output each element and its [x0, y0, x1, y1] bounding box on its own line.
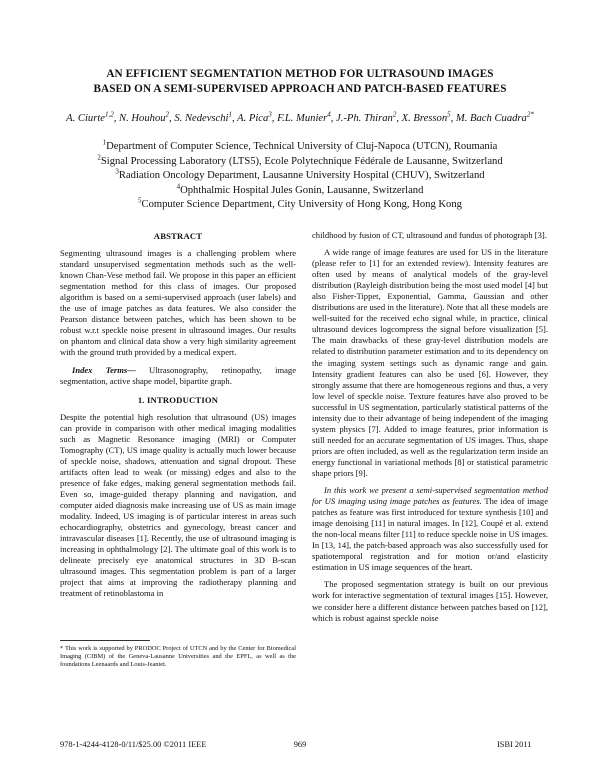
right-paragraph-0: childhood by fusion of CT, ultrasound and fundus of photograph [3]. — [312, 230, 547, 240]
right-paragraph-1: A wide range of image features are used for US in the literature (please refer to [1] for an extended review). Intensity features are often used by means of analytical models of the gray-level distribution (Rayleigh distribution being the most used model [4] but also Fisher-Tippet, Exponential, Gamma, Gaussian and other distributions are used in the literature). Note that all these models are well-suited for the received echo signal while, in practice, clinical ultrasound devices logcompress the signal before visualization [5]. The main drawbacks of these gray-level distribution models are related to distribution parameter estimation and to its dependency on the imaging system settings such as dynamic range and gain. Intensity gradient features can also be used [6]. However, they strongly assume that there are homogeneous regions and thus, a very low level of speckle noise. Texture features have also proved to be successful in US segmentation, particularly statistical patterns of the intensity due to their advantage of being independent of the imaging system physics [7]. Added to image features, prior information is still needed for an accurate segmentation of US images. Thus, shape priors are often included, as well as the regularization term inside an energy functional in variational methods [8] or statistical parametric shape priors [9]. — [312, 247, 548, 478]
index-terms-label: Index Terms— — [72, 364, 136, 375]
introduction-heading: 1. INTRODUCTION — [137, 394, 219, 405]
author-list: A. Ciurte$^{1,2}$, N. Houhou$^2$, S. Nedevschi$^1$, A. Pica$^3$, F.L. Munier$^4$, J.-Ph. Thiran$^2$, X. Bresson$^5$, M. Bach Cuadra$^{2*}$ — [66, 110, 534, 124]
author: J.-Ph. Thiran$^2$ — [336, 110, 397, 124]
index-terms — [60, 365, 296, 387]
author: F.L. Munier$^4$ — [277, 110, 331, 124]
author: S. Nedevschi$^1$ — [174, 110, 232, 124]
abstract-text: Segmenting ultrasound images is a challenging problem where standard unsupervised segmentation methods such as the well-known Chan-Vese method fail. We propose in this paper an efficient segmentation method for this class of images. Our proposed algorithm is based on a semi-supervised approach (user labels) and the use of image patches as data features. We also consider the Pearson distance between patches, which has been shown to be robust w.r.t speckle noise present in ultrasound images. Our results on phantom and clinical data show a very high similarity agreement with the ground truth provided by a medical expert. — [60, 248, 296, 358]
affiliation: $^2$Signal Processing Laboratory (LTS5), Ecole Polytechnique Fédérale de Lausanne, Switzerland — [97, 153, 503, 167]
affiliation: $^4$Ophthalmic Hospital Jules Gonin, Lausanne, Switzerland — [176, 182, 424, 196]
footnote-divider — [60, 640, 150, 641]
footer-conference: ISBI 2011 — [497, 740, 532, 749]
right-paragraph-2-rest: The idea of image patches as feature was first introduced for texture synthesis [10] and image denoising [11] in natural images. In [12], Coupé et al. extend the non-local means filter [11] to reduce speckle noise in US images. In [13, 14], the patch-based approach was also successfully used for spatiotemporal registration and for motion or/and elasticity estimation in US image sequences of the heart. — [312, 496, 548, 573]
footnote: * This work is supported by PRODOC Project of UTCN and by the Center for Biomedical Imaging (CIBM) of the Geneva-Lausanne Universities and the EPFL, as well as the foundations Leenaards and Louis-Jeantet. — [60, 645, 296, 669]
author: A. Ciurte$^{1,2}$ — [66, 110, 114, 124]
right-paragraph-2 — [312, 485, 548, 573]
affiliation: $^1$Department of Computer Science, Technical University of Cluj-Napoca (UTCN), Roumania — [102, 138, 498, 152]
right-paragraph-2-italic: In this work we present a semi-supervised segmentation method for US imaging using image patches as features. — [312, 485, 548, 507]
affiliation: $^5$Computer Science Department, City University of Hong Kong, Hong Kong — [138, 196, 462, 211]
introduction-paragraph: Despite the potential high resolution that ultrasound (US) images can provide in comparison with other medical imaging modalities such as Magnetic Resonance imaging (MRI) or Computer Tomography (CT), US image quality is actually much lower because of speckle noise, shadows, attenuation and signal dropout. These artifacts often lead to weak (or missing) edges and also to the presence of fake edges, making general segmentation methods fail. Even so, image-guided therapy planning and navigation, and computer aided diagnosis make increasing use of US as main image modality. Indeed, US imaging is of particular interest in areas such echocardiography, obstetrics and gynecology, breast cancer and intravascular diseases [1]. Recently, the use of ultrasound imaging is increasing in ophthalmology [2]. The ultimate goal of this work is to delineate precisely eye anatomical structures in 3D B-scan ultrasound images. This segmentation problem is part of a larger project that aims at improving the radiotherapy planning and treatment of retinoblastoma in — [60, 411, 296, 599]
title-line-1: AN EFFICIENT SEGMENTATION METHOD FOR ULTRASOUND IMAGES — [106, 68, 494, 80]
author: X. Bresson$^5$ — [401, 110, 451, 124]
affiliation-list — [60, 140, 540, 213]
footer-copyright: 978-1-4244-4128-0/11/$25.00 ©2011 IEEE — [60, 740, 207, 749]
abstract-heading: ABSTRACT — [153, 231, 203, 241]
footer-page-number: 969 — [293, 740, 307, 749]
left-column — [60, 230, 296, 605]
paper-title — [70, 67, 530, 97]
right-column — [312, 230, 548, 630]
title-line-2: BASED ON A SEMI-SUPERVISED APPROACH AND PATCH-BASED FEATURES — [93, 83, 507, 95]
index-terms-text: Ultrasonography, retinopathy, image segmentation, active shape model, bipartite graph. — [60, 364, 297, 386]
author: N. Houhou$^2$ — [119, 110, 170, 124]
author: A. Pica$^3$ — [237, 110, 272, 124]
author: M. Bach Cuadra$^{2*}$ — [455, 110, 534, 124]
right-paragraph-3: The proposed segmentation strategy is built on our previous work for interactive segmentation of textural images [15]. However, we consider here a different distance between patches based on [12], which is robust against speckle noise — [312, 579, 548, 623]
affiliation: $^3$Radiation Oncology Department, Lausanne University Hospital (CHUV), Switzerland — [115, 167, 485, 182]
